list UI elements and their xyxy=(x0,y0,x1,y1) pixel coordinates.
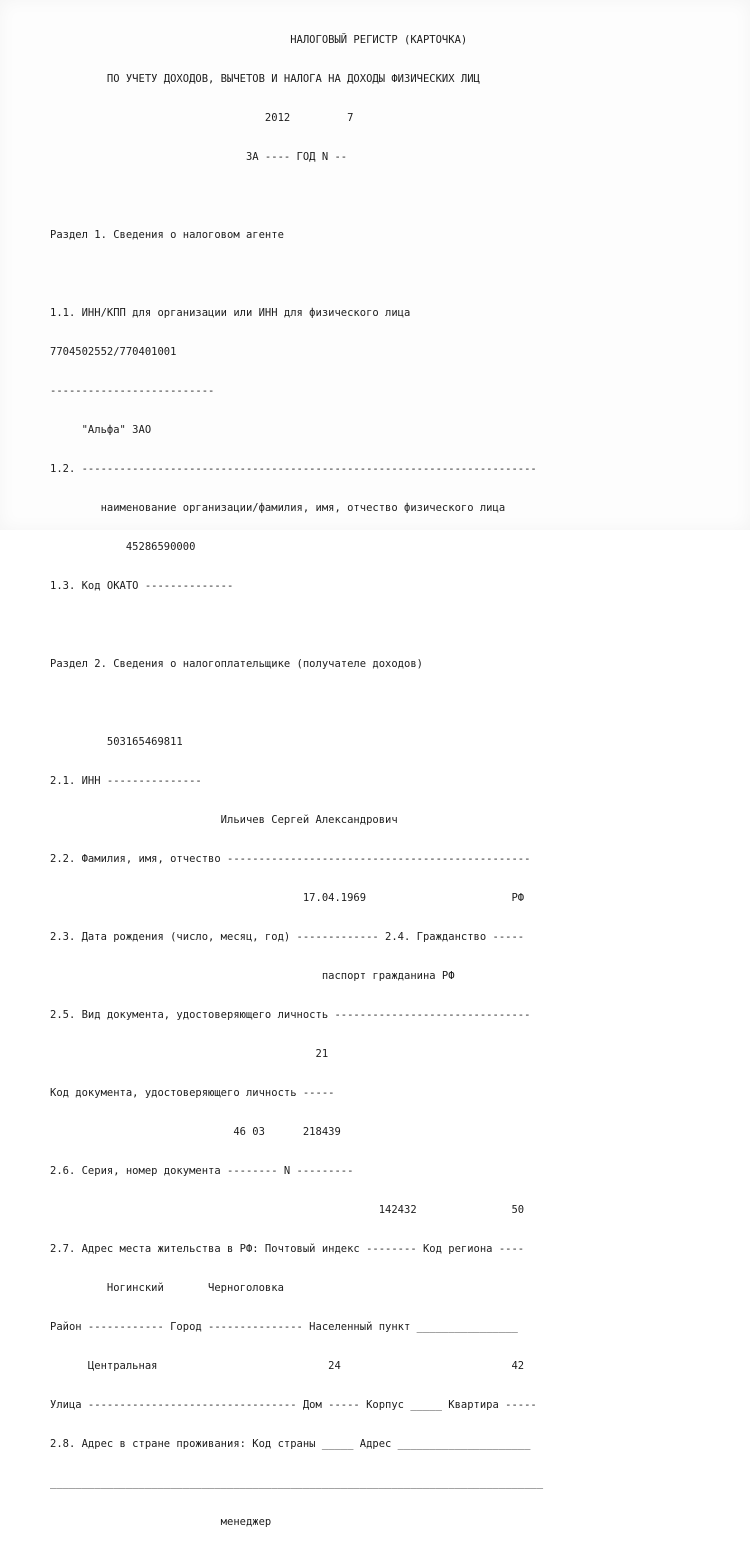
year-label-line: ЗА ---- ГОД N -- xyxy=(50,151,348,163)
field-1-3-label: 1.3. Код ОКАТО -------------- xyxy=(50,580,234,592)
postal-index-region-values: 142432 50 xyxy=(50,1204,525,1216)
field-2-2-label: 2.2. Фамилия, имя, отчество ------------------------------------------------ xyxy=(50,853,531,865)
doc-code-label: Код документа, удостоверяющего личность ----- xyxy=(50,1087,335,1099)
fio-value: Ильичев Сергей Александрович xyxy=(50,814,398,826)
inn-kpp-underline: -------------------------- xyxy=(50,385,215,397)
doc-code-value: 21 xyxy=(50,1048,329,1060)
signature-rule: ______________________________________________________________________________ xyxy=(50,1477,544,1489)
field-1-1-label: 1.1. ИНН/КПП для организации или ИНН для физического лица xyxy=(50,307,411,319)
section1-header: Раздел 1. Сведения о налоговом агенте xyxy=(50,229,284,241)
okato-value: 45286590000 xyxy=(50,541,196,553)
year-number-values: 2012 7 xyxy=(50,112,354,124)
blank-line xyxy=(50,619,543,632)
document-text xyxy=(50,8,543,1555)
subtitle-line: ПО УЧЕТУ ДОХОДОВ, ВЫЧЕТОВ И НАЛОГА НА ДОХОДЫ ФИЗИЧЕСКИХ ЛИЦ xyxy=(50,73,480,85)
street-house-flat-values: Центральная 24 42 xyxy=(50,1360,525,1372)
field-2-1-label: 2.1. ИНН --------------- xyxy=(50,775,202,787)
field-1-2-line: 1.2. ------------------------------------------------------------------------ xyxy=(50,463,537,475)
title-line: НАЛОГОВЫЙ РЕГИСТР (КАРТОЧКА) xyxy=(50,34,468,46)
birthdate-citizenship-values: 17.04.1969 РФ xyxy=(50,892,525,904)
blank-line xyxy=(50,190,543,203)
field-2-8-label: 2.8. Адрес в стране проживания: Код страны _____ Адрес _____________________ xyxy=(50,1438,531,1450)
series-number-values: 46 03 218439 xyxy=(50,1126,341,1138)
doc-type-value: паспорт гражданина РФ xyxy=(50,970,455,982)
field-1-2-caption: наименование организации/фамилия, имя, отчество физического лица xyxy=(50,502,506,514)
org-name-value: "Альфа" ЗАО xyxy=(50,424,152,436)
street-house-labels: Улица --------------------------------- Дом ----- Корпус _____ Квартира ----- xyxy=(50,1399,537,1411)
field-2-6-label: 2.6. Серия, номер документа -------- N --------- xyxy=(50,1165,354,1177)
blank-line xyxy=(50,697,543,710)
district-city-labels: Район ------------ Город --------------- Населенный пункт ________________ xyxy=(50,1321,518,1333)
field-2-7-label: 2.7. Адрес места жительства в РФ: Почтовый индекс -------- Код региона ---- xyxy=(50,1243,525,1255)
signature-position: менеджер xyxy=(50,1516,272,1528)
inn-kpp-value: 7704502552/770401001 xyxy=(50,346,177,358)
field-2-3-2-4-labels: 2.3. Дата рождения (число, месяц, год) ------------- 2.4. Гражданство ----- xyxy=(50,931,525,943)
taxpayer-inn-value: 503165469811 xyxy=(50,736,183,748)
field-2-5-label: 2.5. Вид документа, удостоверяющего личность ------------------------------- xyxy=(50,1009,531,1021)
district-city-values: Ногинский Черноголовка xyxy=(50,1282,284,1294)
section2-header: Раздел 2. Сведения о налогоплательщике (получателе доходов) xyxy=(50,658,423,670)
blank-line xyxy=(50,268,543,281)
